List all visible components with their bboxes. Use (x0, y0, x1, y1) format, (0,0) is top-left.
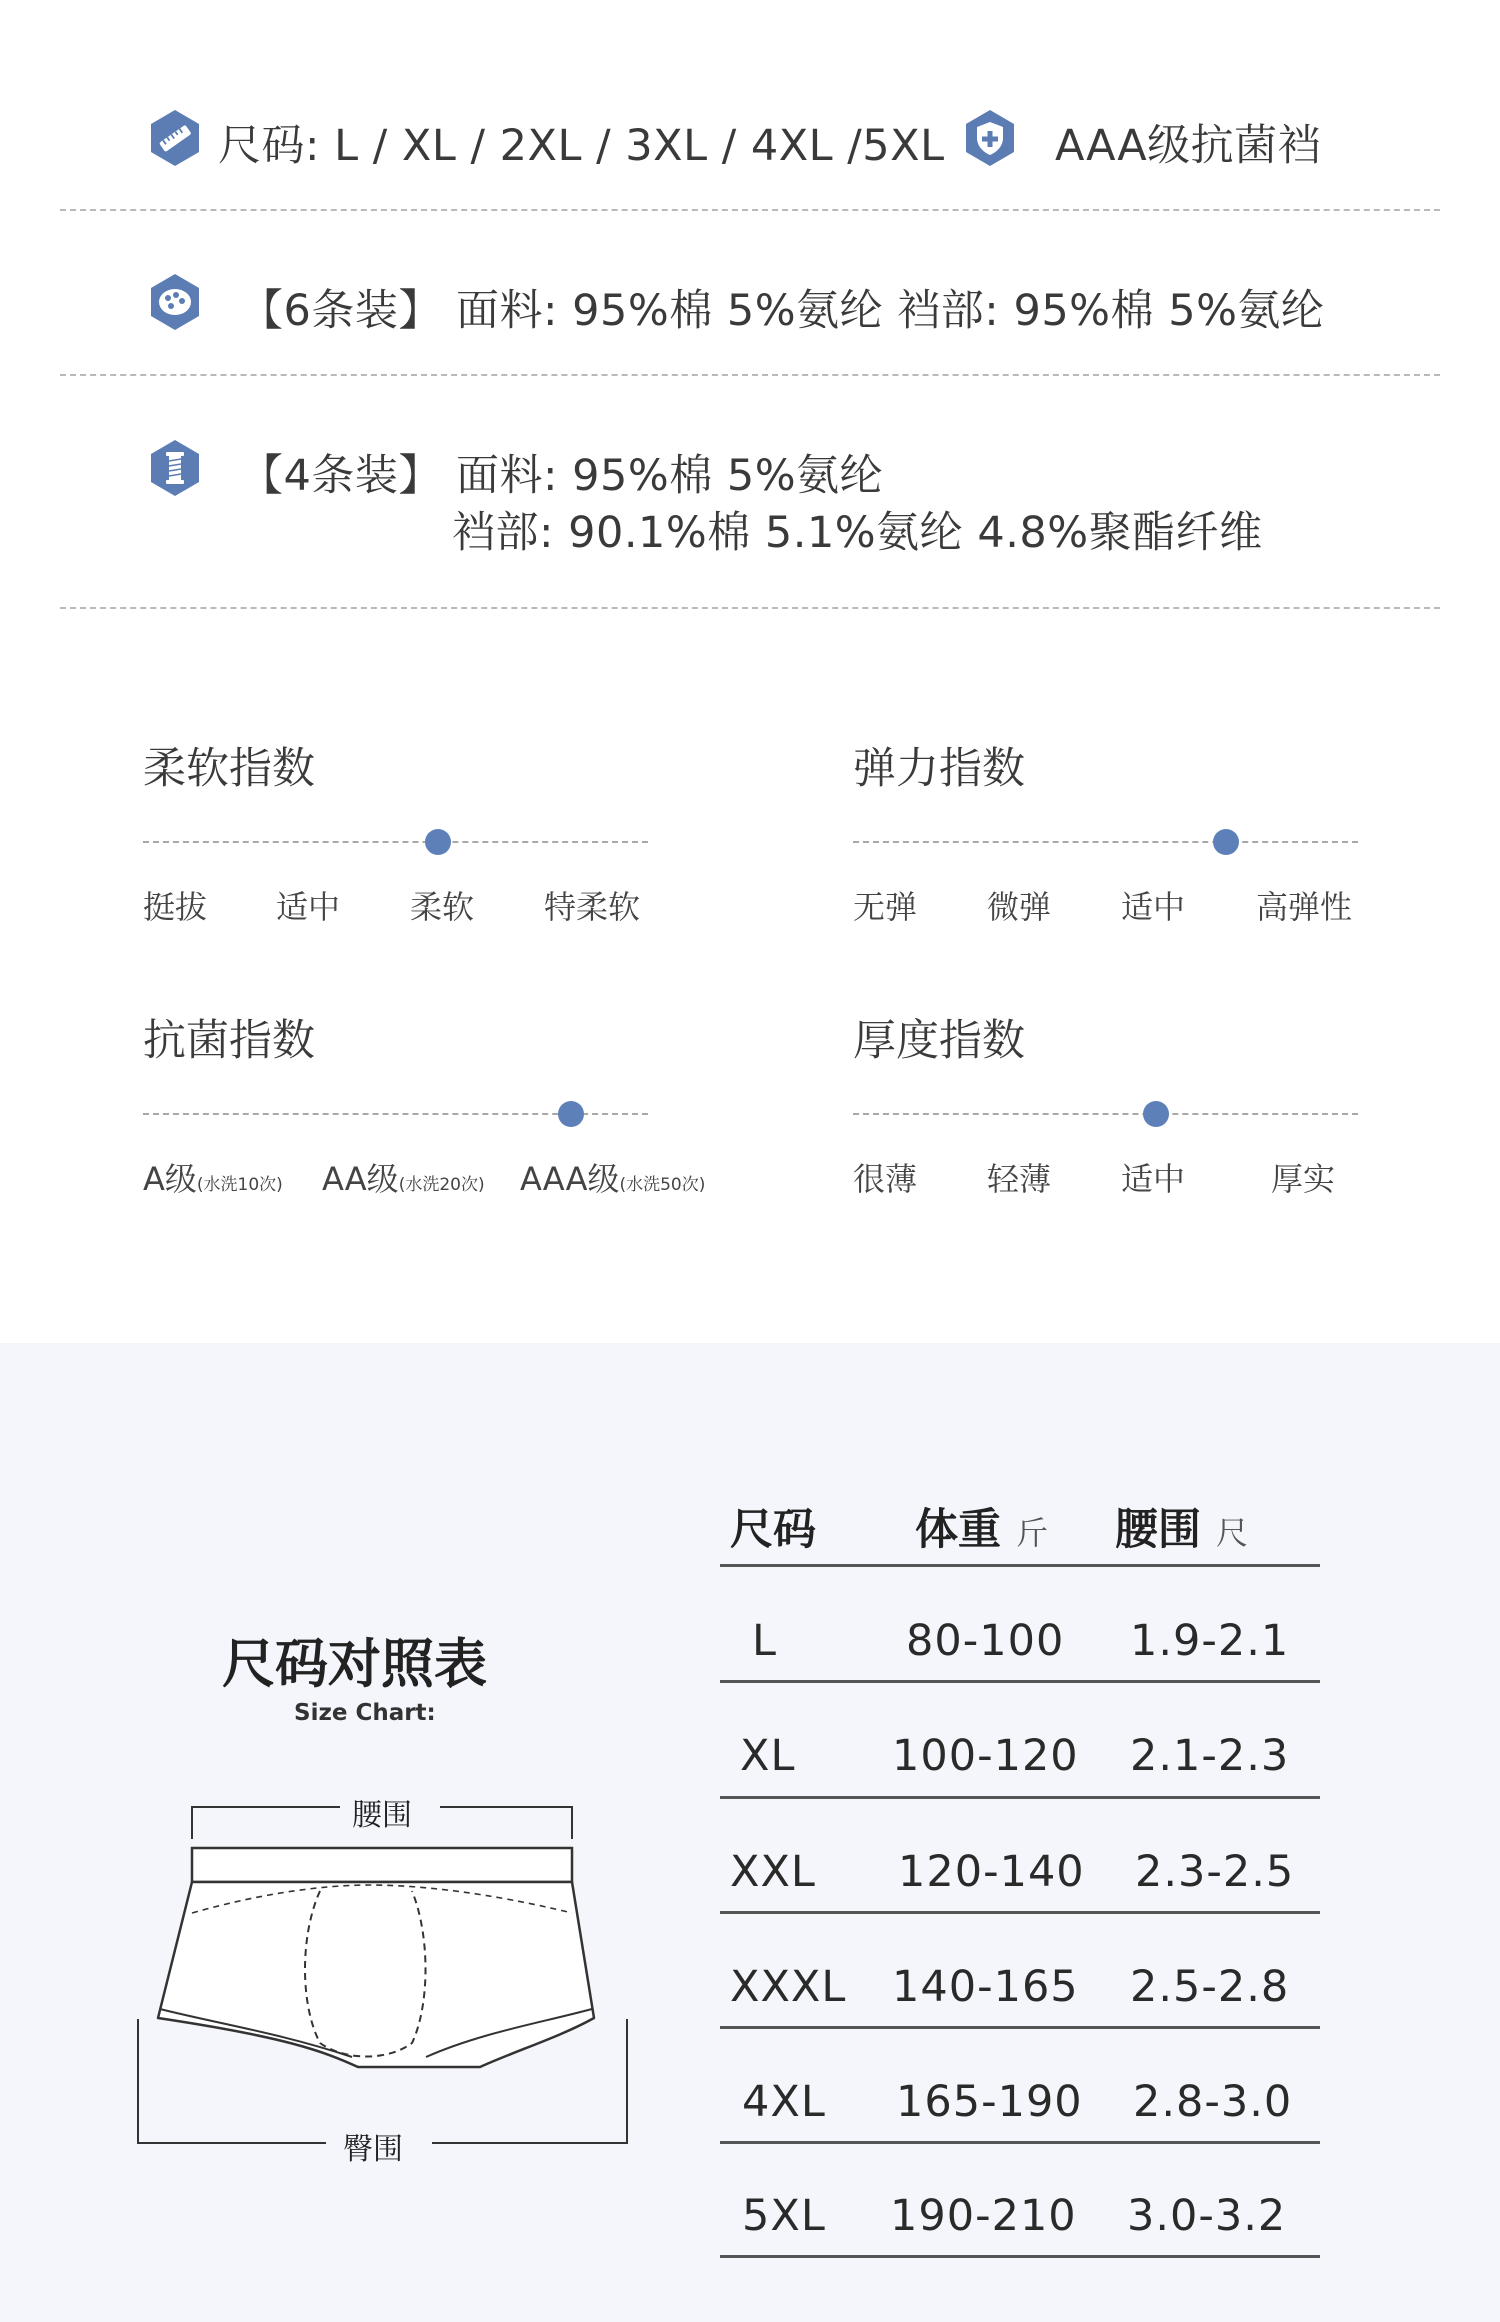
divider (60, 209, 1440, 211)
table-rule (720, 1911, 1320, 1914)
cell-waist: 2.1-2.3 (1130, 1731, 1290, 1781)
index-label: 轻薄 (987, 1160, 1052, 1198)
header-waist (1115, 1496, 1248, 1557)
ruler-icon (145, 108, 205, 168)
index-scale-line (853, 841, 1358, 843)
index-label: 无弹 (853, 888, 918, 926)
cell-waist: 2.5-2.8 (1130, 1962, 1290, 2012)
index-level-marker (1143, 1101, 1169, 1127)
index-label: 适中 (1121, 1160, 1186, 1198)
grade-label: AA级 (322, 1160, 399, 1198)
size-options-text: 尺码: L / XL / 2XL / 3XL / 4XL /5XL (218, 121, 945, 171)
waist-measure-label: 腰围 (352, 1798, 412, 1833)
header-waist-label: 腰围 (1115, 1505, 1201, 1555)
header-weight-unit: 斤 (1015, 1514, 1048, 1552)
cell-weight: 80-100 (906, 1616, 1065, 1666)
cell-waist: 1.9-2.1 (1130, 1616, 1290, 1666)
shield-cross-icon (960, 108, 1020, 168)
divider (60, 607, 1440, 609)
cell-weight: 140-165 (892, 1962, 1079, 2012)
pack4-crotch-text: 裆部: 90.1%棉 5.1%氨纶 4.8%聚酯纤维 (452, 508, 1263, 558)
wash-note: (水洗10次) (196, 1175, 283, 1195)
cell-weight: 100-120 (892, 1731, 1079, 1781)
header-weight (915, 1496, 1048, 1557)
index-label: 特柔软 (544, 888, 641, 926)
cell-size: L (752, 1616, 777, 1666)
index-level-marker (1213, 829, 1239, 855)
index-title: 抗菌指数 (143, 1016, 315, 1066)
table-rule (720, 1680, 1320, 1683)
pack4-material-text: 【4条装】 面料: 95%棉 5%氨纶 (240, 451, 884, 501)
cell-weight: 165-190 (896, 2077, 1083, 2127)
cell-weight: 190-210 (890, 2191, 1077, 2241)
index-label: 适中 (276, 888, 341, 926)
hip-measure-label: 臀围 (343, 2132, 403, 2167)
table-rule (720, 2026, 1320, 2029)
thread-spool-icon (145, 438, 205, 498)
index-label: 很薄 (853, 1160, 918, 1198)
index-label (143, 1154, 283, 1200)
index-label: 适中 (1121, 888, 1186, 926)
cell-waist: 3.0-3.2 (1127, 2191, 1287, 2241)
table-rule (720, 2255, 1320, 2258)
pack6-material-text: 【6条装】 面料: 95%棉 5%氨纶 裆部: 95%棉 5%氨纶 (240, 286, 1325, 336)
table-rule (720, 1564, 1320, 1567)
index-title: 厚度指数 (853, 1016, 1025, 1066)
index-label: 厚实 (1271, 1160, 1336, 1198)
table-rule (720, 2141, 1320, 2144)
grade-label: AAA级 (520, 1160, 620, 1198)
header-weight-label: 体重 (915, 1505, 1001, 1555)
size-chart-title: 尺码对照表 (222, 1634, 487, 1695)
index-scale-line (853, 1113, 1358, 1115)
cell-size: XXL (730, 1847, 816, 1897)
wash-note: (水洗50次) (619, 1175, 706, 1195)
divider (60, 374, 1440, 376)
index-title: 弹力指数 (853, 744, 1025, 794)
index-level-marker (558, 1101, 584, 1127)
index-label: 微弹 (987, 888, 1052, 926)
size-chart-subtitle: Size Chart: (294, 1700, 436, 1726)
header-size: 尺码 (730, 1505, 816, 1555)
table-rule (720, 1796, 1320, 1799)
antibacterial-text: AAA级抗菌裆 (1055, 121, 1322, 171)
index-title: 柔软指数 (143, 744, 315, 794)
index-scale-line (143, 841, 648, 843)
cell-size: 5XL (742, 2191, 826, 2241)
grade-label: A级 (143, 1160, 197, 1198)
cell-weight: 120-140 (898, 1847, 1085, 1897)
cell-size: XL (740, 1731, 796, 1781)
cell-waist: 2.8-3.0 (1133, 2077, 1293, 2127)
header-waist-unit: 尺 (1215, 1514, 1248, 1552)
underwear-diagram (130, 1795, 650, 2175)
index-level-marker (425, 829, 451, 855)
index-label (520, 1154, 705, 1200)
index-label (322, 1154, 485, 1200)
index-label: 柔软 (410, 888, 475, 926)
index-label: 高弹性 (1256, 888, 1353, 926)
fabric-palette-icon (145, 272, 205, 332)
cell-size: XXXL (730, 1962, 847, 2012)
index-label: 挺拔 (143, 888, 208, 926)
cell-size: 4XL (742, 2077, 826, 2127)
wash-note: (水洗20次) (398, 1175, 485, 1195)
cell-waist: 2.3-2.5 (1135, 1847, 1295, 1897)
